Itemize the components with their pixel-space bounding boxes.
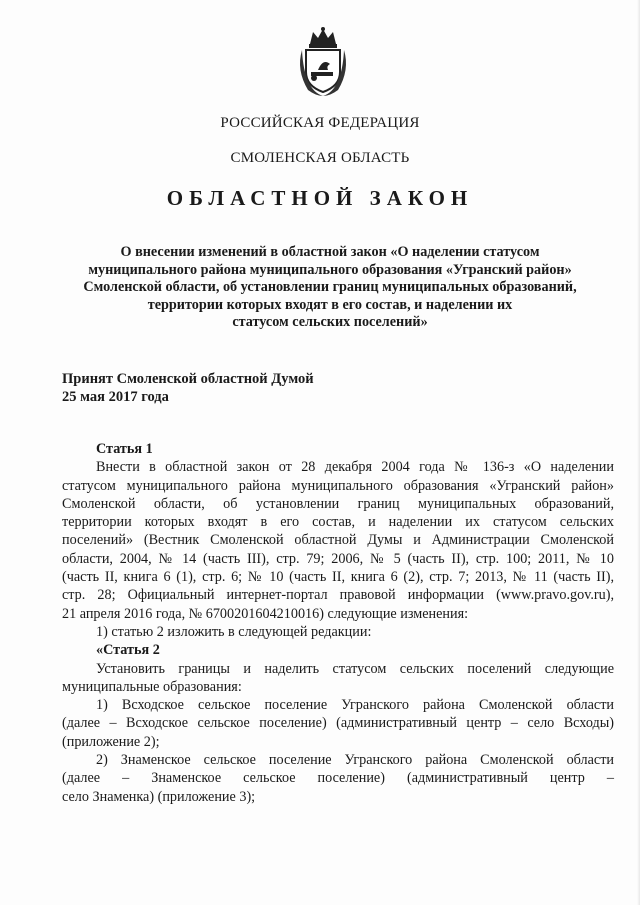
- body-line: 2) Знаменское сельское поселение Угранского района Смоленской области: [96, 752, 614, 769]
- body-line: (приложение 2);: [62, 733, 160, 750]
- body-line: (далее – Знаменское сельское поселение) (административный центр –: [62, 770, 614, 787]
- subject-line: муниципального района муниципального образования «Угранский район»: [88, 261, 572, 278]
- adopted-date: 25 мая 2017 года: [62, 389, 169, 405]
- body-line: области, 2004, № 14 (часть III), стр. 79; 2006, № 5 (часть II), стр. 100; 2011, № 10: [62, 550, 614, 567]
- body-line: 1) Всходское сельское поселение Угранского района Смоленской области: [96, 697, 614, 714]
- body-line: 1) статью 2 изложить в следующей редакции:: [96, 623, 372, 640]
- article-heading: «Статья 2: [96, 642, 160, 659]
- subject-line: О внесении изменений в областной закон «О наделении статусом: [120, 244, 540, 260]
- body-line: стр. 28; Официальный интернет-портал правовой информации (www.pravo.gov.ru),: [62, 587, 614, 604]
- smolensk-coat-of-arms-icon: [294, 26, 352, 98]
- body-line: Внести в областной закон от 28 декабря 2004 года № 136-з «О наделении: [96, 459, 614, 476]
- body-line: 21 апреля 2016 года, № 6700201604210016) следующие изменения:: [62, 605, 469, 622]
- law-title: ОБЛАСТНОЙ ЗАКОН: [166, 186, 474, 210]
- body-line: село Знаменка) (приложение 3);: [62, 788, 256, 805]
- body-line: муниципальные образования:: [62, 678, 242, 695]
- country-name: РОССИЙСКАЯ ФЕДЕРАЦИЯ: [220, 115, 420, 131]
- body-line: территории которых входят в его состав, и наделении их статусом сельских: [62, 514, 614, 531]
- adopted-by: Принят Смоленской областной Думой: [62, 371, 314, 387]
- body-line: Установить границы и наделить статусом сельских поселений следующие: [96, 660, 614, 677]
- body-line: Смоленской области, об установлении границ муниципальных образований,: [62, 495, 614, 512]
- body-line: (часть II, книга 6 (1), стр. 6; № 10 (часть II, книга 6 (2), стр. 7; 2013, № 11 (часть II),: [62, 569, 614, 586]
- article-heading: Статья 1: [96, 441, 153, 457]
- law-body: [62, 440, 614, 806]
- law-subject: [60, 244, 600, 332]
- subject-line: территории которых входят в его состав, и наделении их: [147, 296, 513, 313]
- subject-line: статусом сельских поселений»: [232, 314, 428, 330]
- adoption-info: [62, 370, 314, 406]
- body-line: (далее – Всходское сельское поселение) (административный центр – село Всходы): [62, 715, 614, 732]
- body-line: поселений» (Вестник Смоленской областной Думы и Администрации Смоленской: [62, 532, 614, 549]
- region-name: СМОЛЕНСКАЯ ОБЛАСТЬ: [230, 150, 410, 166]
- subject-line: Смоленской области, об установлении границ муниципальных образований,: [83, 279, 577, 295]
- body-line: статусом муниципального района муниципального образования «Угранский район»: [62, 477, 614, 494]
